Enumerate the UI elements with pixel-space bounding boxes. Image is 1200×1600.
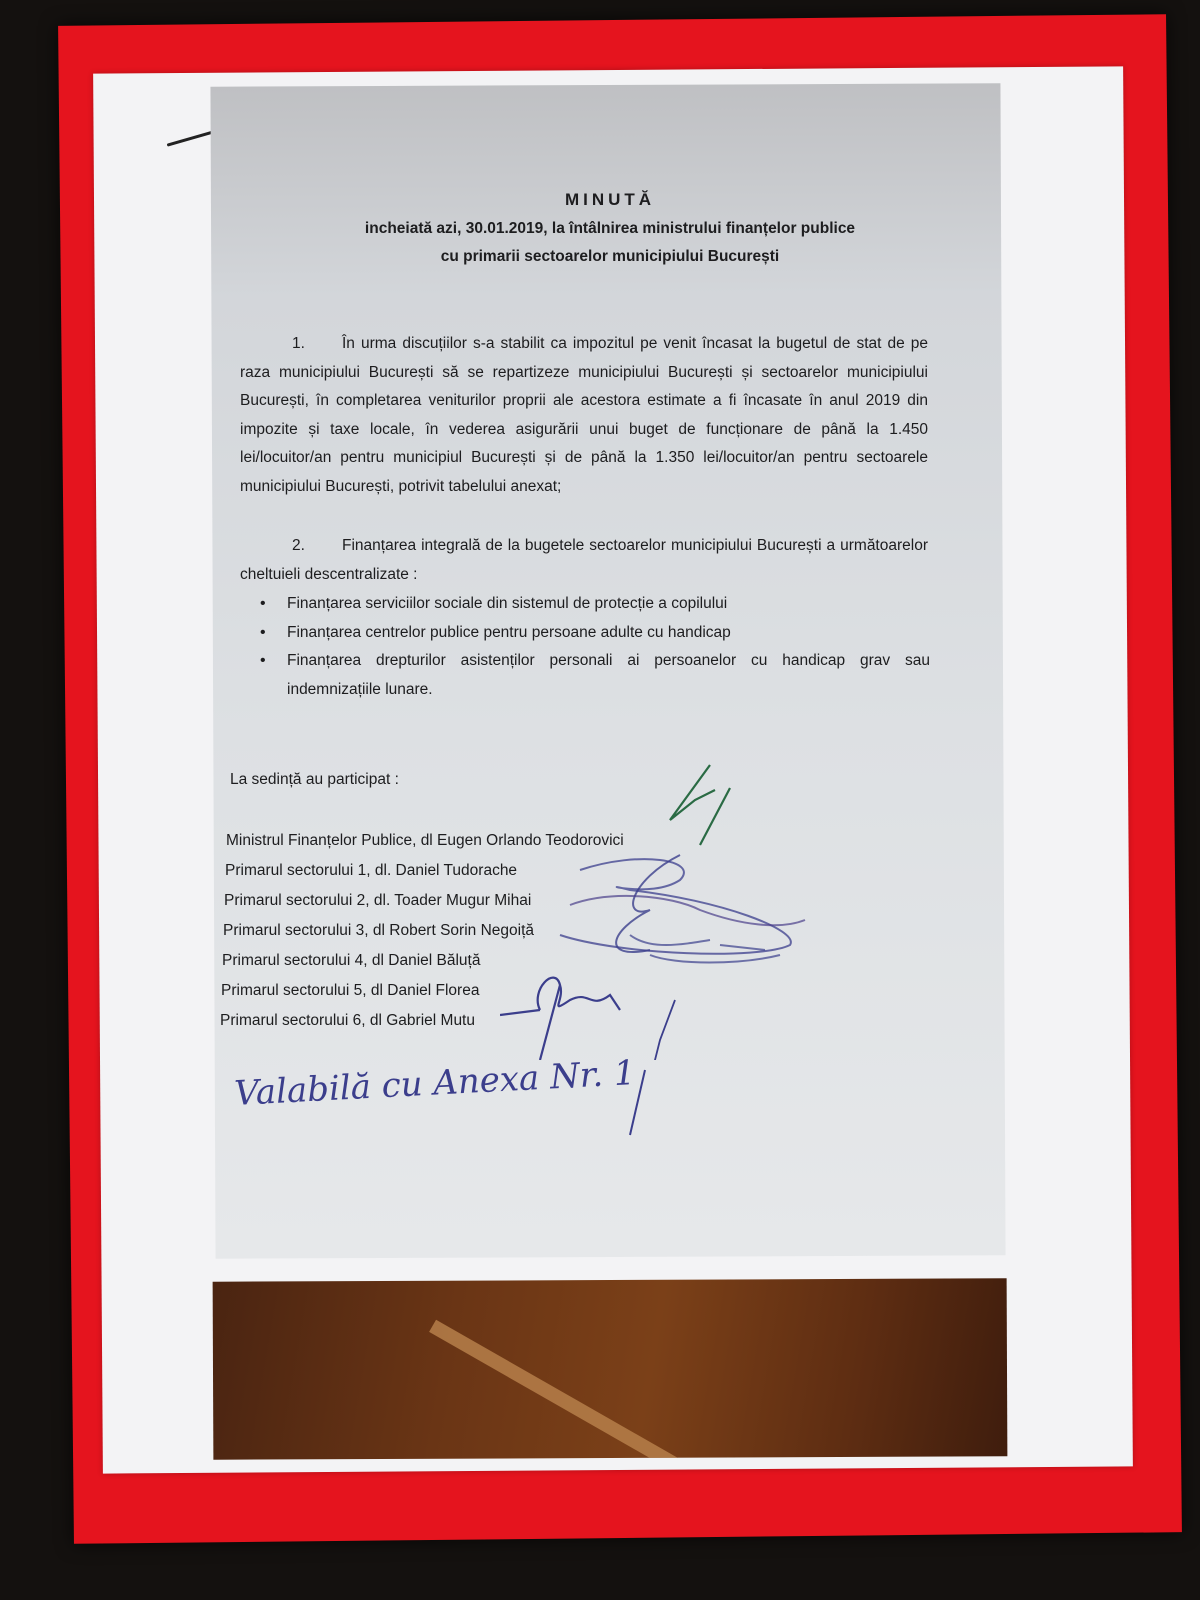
item-2 (240, 532, 928, 589)
svg-text:Valabilă cu Anexa Nr. 1: Valabilă cu Anexa Nr. 1 (233, 1053, 637, 1114)
item-1-text: În urma discuțiilor s-a stabilit ca impozitul pe venit încasat la bugetul de stat de pe raza municipiului București să se repartizeze municipiului București și sectoarelor municipiului București, în completarea veniturilor proprii ale acestora estimate a fi încasate în anul 2019 din impozite și taxe locale, în vederea asigurării unui buget de funcționare de până la 1.450 lei/locuitor/an pentru municipiul București și de până la 1.350 lei/locuitor/an pentru sectoarele municipiului București, potrivit tabelului anexat; (240, 335, 928, 495)
participants-label: La sedință au participat : (230, 771, 399, 788)
item-2-number: 2. (292, 537, 305, 554)
bullet-item: • Finanțarea drepturilor asistenților personali ai persoanelor cu handicap grav sau indemnizațiile lunare. (260, 647, 930, 704)
participant-item: Primarul sectorului 3, dl Robert Sorin Negoiță (223, 922, 534, 939)
participant-item: Primarul sectorului 1, dl. Daniel Tudorache (225, 862, 518, 879)
bullet-item: • Finanțarea centrelor publice pentru persoane adulte cu handicap (260, 619, 930, 648)
document-title: MINUTĂ (564, 190, 656, 209)
expense-bullet-list (260, 590, 930, 704)
document-subtitle-line1: incheiată azi, 30.01.2019, la întâlnirea ministrului finanțelor publice (364, 220, 856, 237)
participant-item: Primarul sectorului 4, dl Daniel Băluță (222, 952, 481, 969)
bullet-item: • Finanțarea serviciilor sociale din sistemul de protecție a copilului (260, 590, 930, 619)
signatures-signature-mark-icon (500, 760, 820, 1060)
handwritten-note-signature-mark-icon (230, 1050, 690, 1140)
participant-item: Primarul sectorului 6, dl Gabriel Mutu (220, 1012, 475, 1029)
item-1 (240, 330, 928, 502)
item-2-text: Finanțarea integrală de la bugetele sectoarelor municipiului București a următoarelor cheltuieli descentralizate : (240, 537, 928, 583)
participant-item: Ministrul Finanțelor Publice, dl Eugen Orlando Teodorovici (226, 832, 624, 849)
participant-item: Primarul sectorului 2, dl. Toader Mugur Mihai (224, 892, 532, 909)
participant-item: Primarul sectorului 5, dl Daniel Florea (221, 982, 480, 999)
item-1-number: 1. (292, 335, 305, 352)
document-subtitle-line2: cu primarii sectoarelor municipiului București (440, 248, 780, 265)
